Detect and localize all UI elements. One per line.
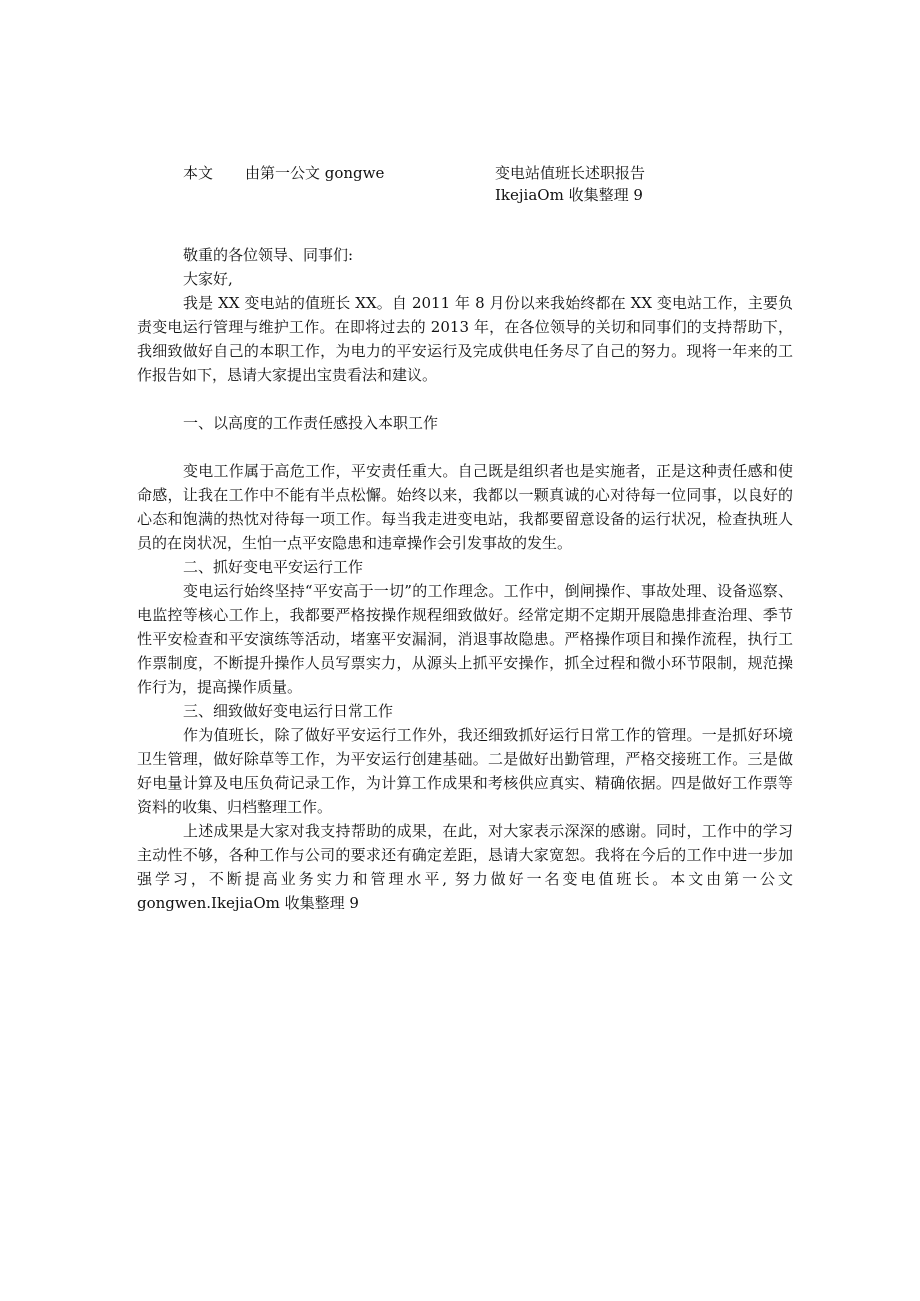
document-header — [183, 162, 743, 210]
closing-paragraph: 上述成果是大家对我支持帮助的成果，在此，对大家表示深深的感谢。同时，工作中的学习主动性不够，各种工作与公司的要求还有确定差距，恳请大家宽恕。我将在今后的工作中进一步加强学习，不断提高业务实力和管理水平, 努力做好一名变电值班长。本文由第一公文 gongwen.IkejiaOm 收集整理 9 — [137, 822, 793, 912]
header-source-name: 由第一公文 gongwe — [245, 164, 385, 182]
section-1-paragraph: 变电工作属于高危工作，平安责任重大。自己既是组织者也是实施者，正是这种责任感和使命感，让我在工作中不能有半点松懈。始终以来，我都以一颗真诚的心对待每一位同事，以良好的心态和饱满的热忱对待每一项工作。每当我走进变电站，我都要留意设备的运行状况，检查执班人员的在岗状况，生怕一点平安隐患和违章操作会引发事故的发生。 — [137, 462, 793, 552]
section-3-paragraph: 作为值班长，除了做好平安运行工作外，我还细致抓好运行日常工作的管理。一是抓好环境卫生管理，做好除草等工作，为平安运行创建基础。二是做好出勤管理，严格交接班工作。三是做好电量计算及电压负荷记录工作，为计算工作成果和考核供应真实、精确依据。四是做好工作票等资料的收集、归档整理工作。 — [137, 726, 793, 816]
header-collector: IkejiaOm 收集整理 9 — [495, 186, 643, 204]
section-heading-2: 二、抓好变电平安运行工作 — [183, 558, 364, 576]
salutation-line: 敬重的各位领导、同事们: — [183, 246, 354, 264]
document-body — [137, 243, 793, 915]
greeting-line: 大家好, — [183, 270, 233, 288]
section-heading-1: 一、以高度的工作责任感投入本职工作 — [183, 414, 439, 432]
document-title: 变电站值班长述职报告 — [495, 164, 646, 182]
section-heading-3: 三、细致做好变电运行日常工作 — [183, 702, 394, 720]
section-2-paragraph: 变电运行始终坚持“平安高于一切”的工作理念。工作中，倒闸操作、事故处理、设备巡察、电监控等核心工作上，我都要严格按操作规程细致做好。经常定期不定期开展隐患排查治理、季节性平安检查和平安演练等活动，堵塞平安漏洞，消退事故隐患。严格操作项目和操作流程，执行工作票制度，不断提升操作人员写票实力，从源头上抓平安操作，抓全过程和微小环节限制，规范操作行为，提高操作质量。 — [137, 582, 793, 696]
spacer — [137, 435, 793, 459]
header-source-prefix: 本文 — [183, 164, 214, 182]
intro-paragraph: 我是 XX 变电站的值班长 XX。自 2011 年 8 月份以来我始终都在 XX 变电站工作，主要负责变电运行管理与维护工作。在即将过去的 2013 年，在各位领导的关切和同事们的支持帮助下，我细致做好自己的本职工作，为电力的平安运行及完成供电任务尽了自己的努力。现将一年来的工作报告如下，恳请大家提出宝贵看法和建议。 — [137, 294, 793, 384]
spacer — [137, 387, 793, 411]
